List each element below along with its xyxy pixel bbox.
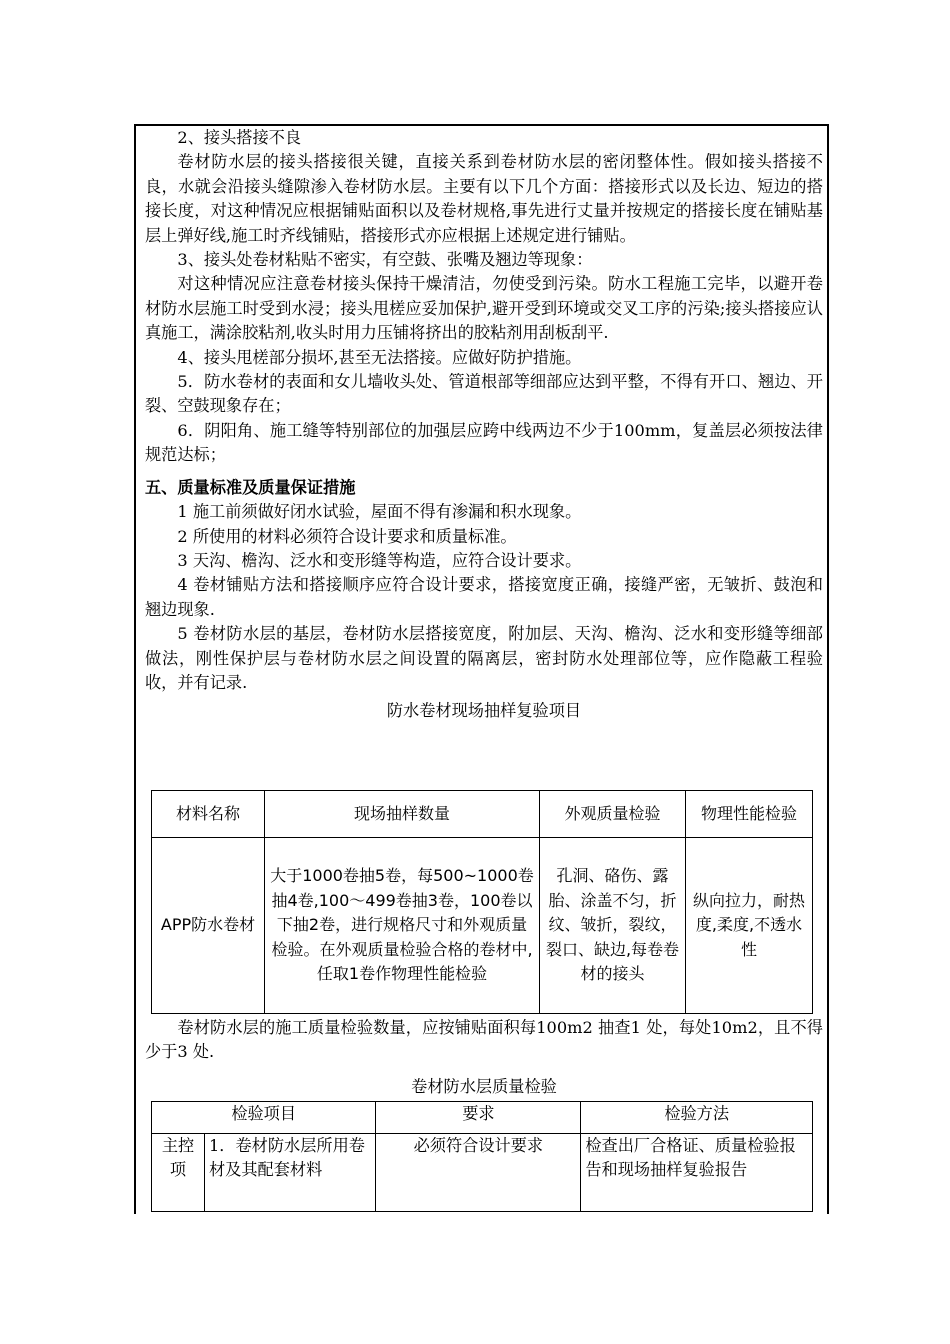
paragraph-damaged-joint: 4、接头甩槎部分损坏,甚至无法搭接。应做好防护措施。 — [177, 347, 582, 367]
header-appearance-check: 外观质量检验 — [540, 791, 686, 838]
header-inspection-method: 检验方法 — [581, 1102, 813, 1134]
header-physical-check: 物理性能检验 — [686, 791, 813, 838]
document-body — [145, 126, 823, 724]
inspection-note: 卷材防水层的施工质量检验数量，应按铺贴面积每100m2 抽查1 处，每处10m2，且不得少于3 处. — [145, 1018, 823, 1062]
table2-caption: 卷材防水层质量检验 — [411, 1076, 557, 1096]
cell-method: 检查出厂合格证、质量检验报告和现场抽样复验报告 — [581, 1134, 813, 1212]
subheading-joint-adhesion: 3、接头处卷材粘贴不密实，有空鼓、张嘴及翘边等现象： — [177, 250, 593, 270]
paragraph-joint-adhesion: 对这种情况应注意卷材接头保持干燥清洁，勿使受到污染。防水工程施工完毕，以避开卷材防水层施工时受到水浸；接头甩槎应妥加保护,避开受到环境或交叉工序的污染;接头搭接应认真施工，满涂胶粘剂,收头时用力压铺将挤出的胶粘剂用刮板刮平. — [145, 274, 823, 343]
header-material-name: 材料名称 — [152, 791, 265, 838]
table-row — [152, 838, 813, 1014]
table-row — [152, 1134, 813, 1212]
header-requirement: 要求 — [376, 1102, 581, 1134]
sampling-table — [151, 790, 813, 1014]
measure-4: 4 卷材铺贴方法和搭接顺序应符合设计要求，搭接宽度正确，接缝严密，无皱折、鼓泡和翘边现象. — [145, 575, 823, 619]
cell-item: 1．卷材防水层所用卷材及其配套材料 — [205, 1134, 376, 1212]
cell-category: 主控项 — [152, 1134, 205, 1212]
cell-material-name: APP防水卷材 — [152, 838, 265, 1014]
paragraph-surface-flatness: 5．防水卷材的表面和女儿墙收头处、管道根部等细部应达到平整，不得有开口、翘边、开裂、空鼓现象存在； — [145, 372, 823, 416]
table1-caption: 防水卷材现场抽样复验项目 — [386, 701, 582, 721]
cell-physical-check: 纵向拉力，耐热度,柔度,不透水性 — [686, 838, 813, 1014]
section-heading: 五、质量标准及质量保证措施 — [145, 477, 356, 497]
measure-2: 2 所使用的材料必须符合设计要求和质量标准。 — [177, 526, 517, 546]
header-sample-quantity: 现场抽样数量 — [265, 791, 540, 838]
inspection-block — [145, 1016, 823, 1099]
cell-requirement: 必须符合设计要求 — [376, 1134, 581, 1212]
measure-3: 3 天沟、檐沟、泛水和变形缝等构造，应符合设计要求。 — [177, 550, 582, 570]
header-inspection-item: 检验项目 — [152, 1102, 376, 1134]
paragraph-joint-lap: 卷材防水层的接头搭接很关键，直接关系到卷材防水层的密闭整体性。假如接头搭接不良，水就会沿接头缝隙渗入卷材防水层。主要有以下几个方面：搭接形式以及长边、短边的搭接长度，对这种情况应根据铺贴面积以及卷材规格,事先进行丈量并按规定的搭接长度在铺贴基层上弹好线,施工时齐线铺贴，搭接形式亦应根据上述规定进行铺贴。 — [145, 152, 823, 245]
measure-5: 5 卷材防水层的基层，卷材防水层搭接宽度，附加层、天沟、檐沟、泛水和变形缝等细部做法，刚性保护层与卷材防水层之间设置的隔离层，密封防水处理部位等，应作隐蔽工程验收，并有记录. — [145, 624, 823, 692]
cell-sample-quantity: 大于1000卷抽5卷，每500~1000卷抽4卷,100～499卷抽3卷，100卷以下抽2卷，进行规格尺寸和外观质量检验。在外观质量检验合格的卷材中,任取1卷作物理性能检验 — [265, 838, 540, 1014]
cell-appearance-check: 孔洞、硌伤、露胎、涂盖不匀，折纹、皱折，裂纹，裂口、缺边,每卷卷材的接头 — [540, 838, 686, 1014]
subheading-joint-lap: 2、接头搭接不良 — [177, 128, 302, 147]
quality-inspection-table — [151, 1101, 813, 1212]
measure-1: 1 施工前须做好闭水试验，屋面不得有渗漏和积水现象。 — [177, 502, 582, 522]
paragraph-reinforcement-layer: 6．阴阳角、施工缝等特别部位的加强层应跨中线两边不少于100mm，复盖层必须按法律规范达标； — [145, 420, 823, 465]
